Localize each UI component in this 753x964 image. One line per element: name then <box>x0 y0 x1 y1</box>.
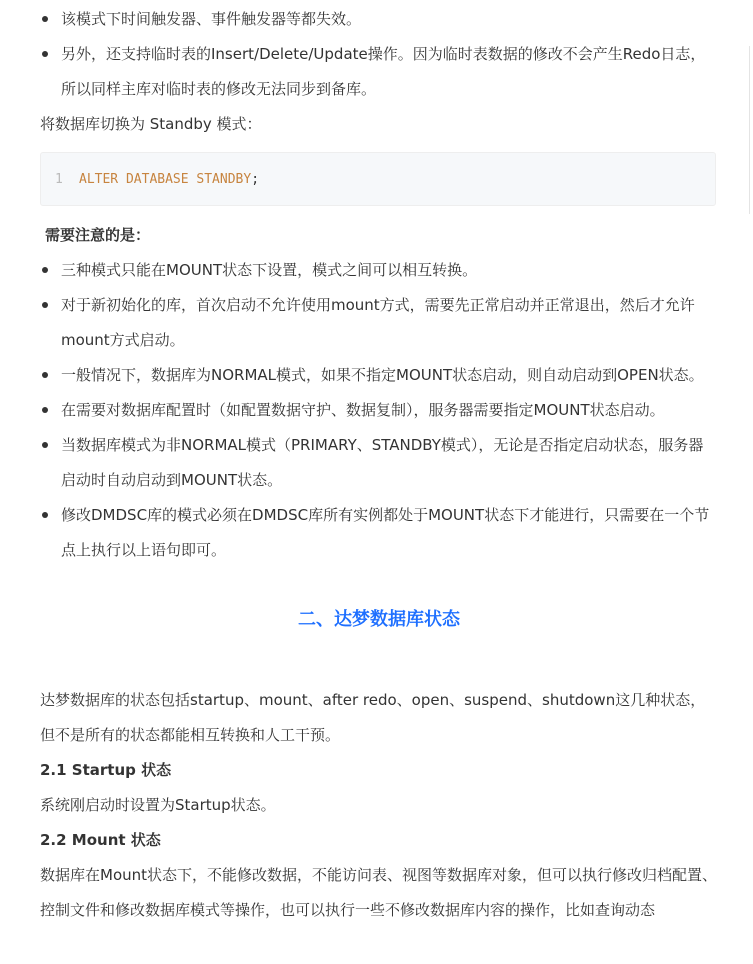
list-item <box>40 2 718 37</box>
subsection-startup-title: 2.1 Startup 状态 <box>40 761 172 779</box>
list-item-text: 在需要对数据库配置时（如配置数据守护、数据复制），服务器需要指定MOUNT状态启动。 <box>61 401 665 419</box>
list-item-text: 当数据库模式为非NORMAL模式（PRIMARY、STANDBY模式），无论是否指定启动状态，服务器启动时自动启动到MOUNT状态。 <box>61 436 704 489</box>
article-content <box>40 0 718 928</box>
code-terminator: ; <box>251 171 260 187</box>
subsection-mount-title: 2.2 Mount 状态 <box>40 831 161 849</box>
switch-standby-text: 将数据库切换为 Standby 模式： <box>40 115 262 133</box>
list-item-text: 三种模式只能在MOUNT状态下设置，模式之间可以相互转换。 <box>61 261 478 279</box>
mode-feature-list <box>40 2 718 107</box>
note-title: 需要注意的是： <box>45 226 151 244</box>
list-item-text: 对于新初始化的库，首次启动不允许使用mount方式，需要先正常启动并正常退出，然后才允许mount方式启动。 <box>61 296 695 349</box>
notes-list <box>40 253 718 568</box>
list-item-text: 另外，还支持临时表的Insert/Delete/Update操作。因为临时表数据的修改不会产生Redo日志，所以同样主库对临时表的修改无法同步到备库。 <box>61 45 706 98</box>
list-item-text: 修改DMDSC库的模式必须在DMDSC库所有实例都处于MOUNT状态下才能进行，只需要在一个节点上执行以上语句即可。 <box>61 506 710 559</box>
list-item <box>40 393 718 428</box>
list-item-text: 该模式下时间触发器、事件触发器等都失效。 <box>61 10 362 28</box>
list-item <box>40 253 718 288</box>
bullet-icon <box>42 512 48 518</box>
list-item <box>40 428 718 498</box>
bullet-icon <box>42 267 48 273</box>
subsection-mount-text: 数据库在Mount状态下，不能修改数据，不能访问表、视图等数据库对象，但可以执行修改归档配置、控制文件和修改数据库模式等操作，也可以执行一些不修改数据库内容的操作，比如查询动态 <box>40 866 718 919</box>
side-scrollbar[interactable] <box>749 46 753 214</box>
list-item <box>40 288 718 358</box>
bullet-icon <box>42 372 48 378</box>
code-line-number: 1 <box>55 171 63 187</box>
bullet-icon <box>42 51 48 57</box>
subsection-startup-text: 系统刚启动时设置为Startup状态。 <box>40 796 276 814</box>
bullet-icon <box>42 302 48 308</box>
list-item <box>40 358 718 393</box>
section-intro: 达梦数据库的状态包括startup、mount、after redo、open、suspend、shutdown这几种状态，但不是所有的状态都能相互转换和人工干预。 <box>40 691 706 744</box>
list-item <box>40 37 718 107</box>
code-block[interactable] <box>40 152 716 206</box>
section-title: 二、达梦数据库状态 <box>298 609 460 630</box>
code-statement: ALTER DATABASE STANDBY <box>79 171 252 187</box>
list-item-text: 一般情况下，数据库为NORMAL模式，如果不指定MOUNT状态启动，则自动启动到OPEN状态。 <box>61 366 704 384</box>
list-item <box>40 498 718 568</box>
bullet-icon <box>42 407 48 413</box>
bullet-icon <box>42 442 48 448</box>
bullet-icon <box>42 16 48 22</box>
